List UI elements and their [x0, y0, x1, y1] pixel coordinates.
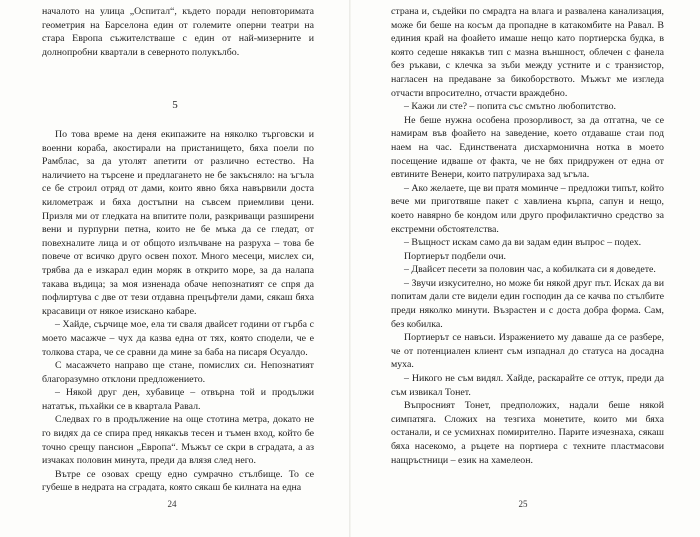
paragraph: – Някой друг ден, хубавице – отвърна той и продължи нататък, пъхайки се в квартала Равал.	[42, 387, 314, 412]
chapter-number: 5	[172, 99, 178, 111]
paragraph: – Ако желаете, ще ви пратя моминче – предложи типът, който вече ми приготвяше пакет с хавлиена кърпа, сапун и нещо, което навярно бе кондом или друго профилактично средство за екстремни обстоятелства.	[391, 182, 664, 235]
paragraph: страна и, съдейки по смрадта на влага и развалена канализация, може би беше на косъм да пропадне в катакомбите на Равал. В единия край на фоайето имаше нещо като портиерска будка, в която седеше някакъв тип с мазна външност, облечен с фанела без ръкави, с клечка за зъби между устните и с транзистор, нагласен на предаване за бикоборството. Мъжът ме изгледа отчасти впросително, отчасти враждебно.	[391, 6, 664, 99]
opening-paragraph-block	[42, 5, 314, 59]
paragraph: – Кажи ли сте? – попита със смътно любопитство.	[404, 101, 616, 113]
paragraph: Не беше нужна особена прозорливост, за да отгатна, че се намирам във фоайето на заведение, което отдаваше стаи под наем на час. Единствената дисхармонична нотка в моето посещение идваше от факта, че не бях придружен от една от евтините Венери, които патрулираха зад ъгъла.	[391, 114, 664, 181]
right-page-body	[391, 5, 664, 467]
paragraph: – Въщност искам само да ви задам един въпрос – подех.	[404, 237, 642, 249]
paragraph: По това време на деня екипажите на няколко търговски и военни кораба, акостирали на пристанището, бяха поели по Рамблас, за да утолят апетити от различно естество. На наличието на търсене и предлагането не бе закъсняло: на ъгъла се бе строил отряд от дами, които явно бяха навървили доста километраж и бяха достъпни на съвсем приемливи цени. Призля ми от гледката на впитите поли, разкриващи разширени вени и пурпурни петна, които не бе мъка да се гледат, от повехналите лица и от общото излъчване на разруха – това бе повече от всичко друго освен похот. Много месеци, мислех си, трябва да е изкарал един моряк в открито море, за да налапа такава въдица; за моя изненада обаче непознатият се спря да пофлиртува с две от тези отдавна прецъфтели дами, сякаш бяха красавици от някое изискано кабаре.	[42, 129, 314, 317]
paragraph: – Звучи изкусително, но може би някой друг път. Исках да ви попитам дали сте видели един господин да се качва по стълбите преди няколко минути. Възрастен и с доста добра форма. Сам, без кобилка.	[391, 277, 664, 330]
paragraph: Вътре се озовах срещу едно сумрачно стълбище. То се губеше в недрата на сградата, която сякаш бе килната на една	[42, 468, 314, 494]
paragraph: Портиерът подбели очи.	[404, 250, 507, 262]
paragraph: – Хайде, сърчице мое, ела ти сваля двайсет години от гърба с моето масажче – чух да казва една от тях, която сподели, че е толкова стара, че се сравни да мине за баба на писаря Осуалдо.	[42, 319, 314, 358]
paragraph: Следвах го в продължение на още стотина метра, докато не го видях да се спира пред някакъв тесен и тъмен вход, който бе точно срещу пансион „Европа“. Мъжът се скри в сградата, а аз изчаках половин минута, преди да влязя след него.	[42, 414, 314, 467]
paragraph: – Никого не съм видял. Хайде, раскарайте се оттук, преди да съм извикал Тонет.	[391, 373, 664, 398]
page-number-right: 25	[518, 499, 528, 509]
page-number-left: 24	[167, 499, 177, 509]
opening-paragraph: началото на улица „Оспитал“, където поради неповторимата геометрия на Барселона един от големите оперни театри на стара Европа съжителстваше с един от най-мизерните и долнопробни квартали в северното полукълбо.	[42, 6, 314, 58]
paragraph: С масажчето направо ще стане, помислих си. Непознатият благоразумно отклони предложението.	[42, 360, 314, 385]
paragraph: Въпросният Тонет, предположих, надали беше някой симпатяга. Сложих на тезгиха монетите, които ми бяха останали, и се усмихнах помирително. Парите изчезнаха, сякаш бяха насекомо, а ръцете на портиера с техните пластмасови нащръстници – език на хамелеон.	[391, 400, 664, 466]
paragraph: – Двайсет песети за половин час, а кобилката си я доведете.	[404, 264, 656, 276]
paragraph: Портиерът се навъси. Изражението му даваше да се разбере, че от потенциален клиент съм изпаднал до статуса на досадна муха.	[391, 332, 664, 371]
left-page-body	[42, 128, 314, 495]
right-page	[350, 0, 700, 537]
